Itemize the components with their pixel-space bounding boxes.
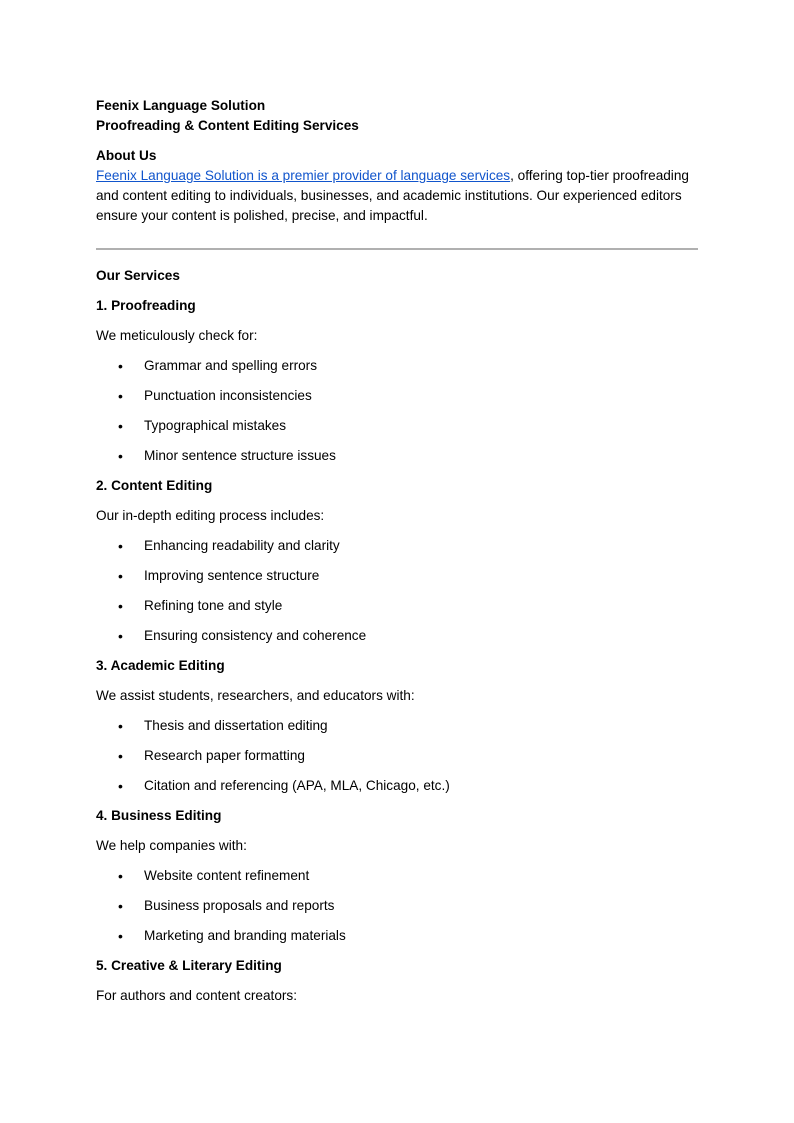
about-heading: About Us bbox=[96, 148, 157, 163]
service-bullet-list bbox=[96, 866, 698, 946]
service-bullet-list bbox=[96, 536, 698, 646]
list-item: • Thesis and dissertation editing bbox=[96, 716, 698, 736]
about-text: , offering top-tier proofreading and content editing to individuals, businesses, and academic institutions. Our experienced editors ensure your content is polished, precise, and impactful. bbox=[96, 168, 689, 223]
list-item: • Enhancing readability and clarity bbox=[96, 536, 698, 556]
service-intro: We meticulously check for: bbox=[96, 328, 258, 343]
service-intro: Our in-depth editing process includes: bbox=[96, 508, 325, 523]
services-list bbox=[96, 296, 698, 1006]
service-section bbox=[96, 476, 698, 646]
list-item: • Grammar and spelling errors bbox=[96, 356, 698, 376]
list-item: • Minor sentence structure issues bbox=[96, 446, 698, 466]
service-title: 5. Creative & Literary Editing bbox=[96, 958, 282, 973]
service-title: 3. Academic Editing bbox=[96, 658, 225, 673]
list-item: • Refining tone and style bbox=[96, 596, 698, 616]
service-intro: For authors and content creators: bbox=[96, 988, 297, 1003]
service-title: 1. Proofreading bbox=[96, 298, 196, 313]
list-item: • Marketing and branding materials bbox=[96, 926, 698, 946]
service-section bbox=[96, 806, 698, 946]
service-title: 4. Business Editing bbox=[96, 808, 222, 823]
list-item: • Website content refinement bbox=[96, 866, 698, 886]
about-paragraph bbox=[96, 166, 698, 226]
service-section bbox=[96, 296, 698, 466]
list-item: • Citation and referencing (APA, MLA, Chicago, etc.) bbox=[96, 776, 698, 796]
document-page bbox=[96, 96, 698, 1006]
service-title: 2. Content Editing bbox=[96, 478, 213, 493]
list-item: • Research paper formatting bbox=[96, 746, 698, 766]
services-heading: Our Services bbox=[96, 268, 180, 283]
list-item: • Typographical mistakes bbox=[96, 416, 698, 436]
service-intro: We help companies with: bbox=[96, 838, 247, 853]
list-item: • Punctuation inconsistencies bbox=[96, 386, 698, 406]
service-section bbox=[96, 956, 698, 1006]
service-bullet-list bbox=[96, 356, 698, 466]
document-subtitle: Proofreading & Content Editing Services bbox=[96, 118, 359, 133]
service-intro: We assist students, researchers, and educators with: bbox=[96, 688, 415, 703]
service-section bbox=[96, 656, 698, 796]
service-bullet-list bbox=[96, 716, 698, 796]
list-item: • Business proposals and reports bbox=[96, 896, 698, 916]
company-name: Feenix Language Solution bbox=[96, 98, 266, 113]
list-item: • Improving sentence structure bbox=[96, 566, 698, 586]
about-link[interactable]: Feenix Language Solution is a premier provider of language services bbox=[96, 168, 511, 183]
list-item: • Ensuring consistency and coherence bbox=[96, 626, 698, 646]
